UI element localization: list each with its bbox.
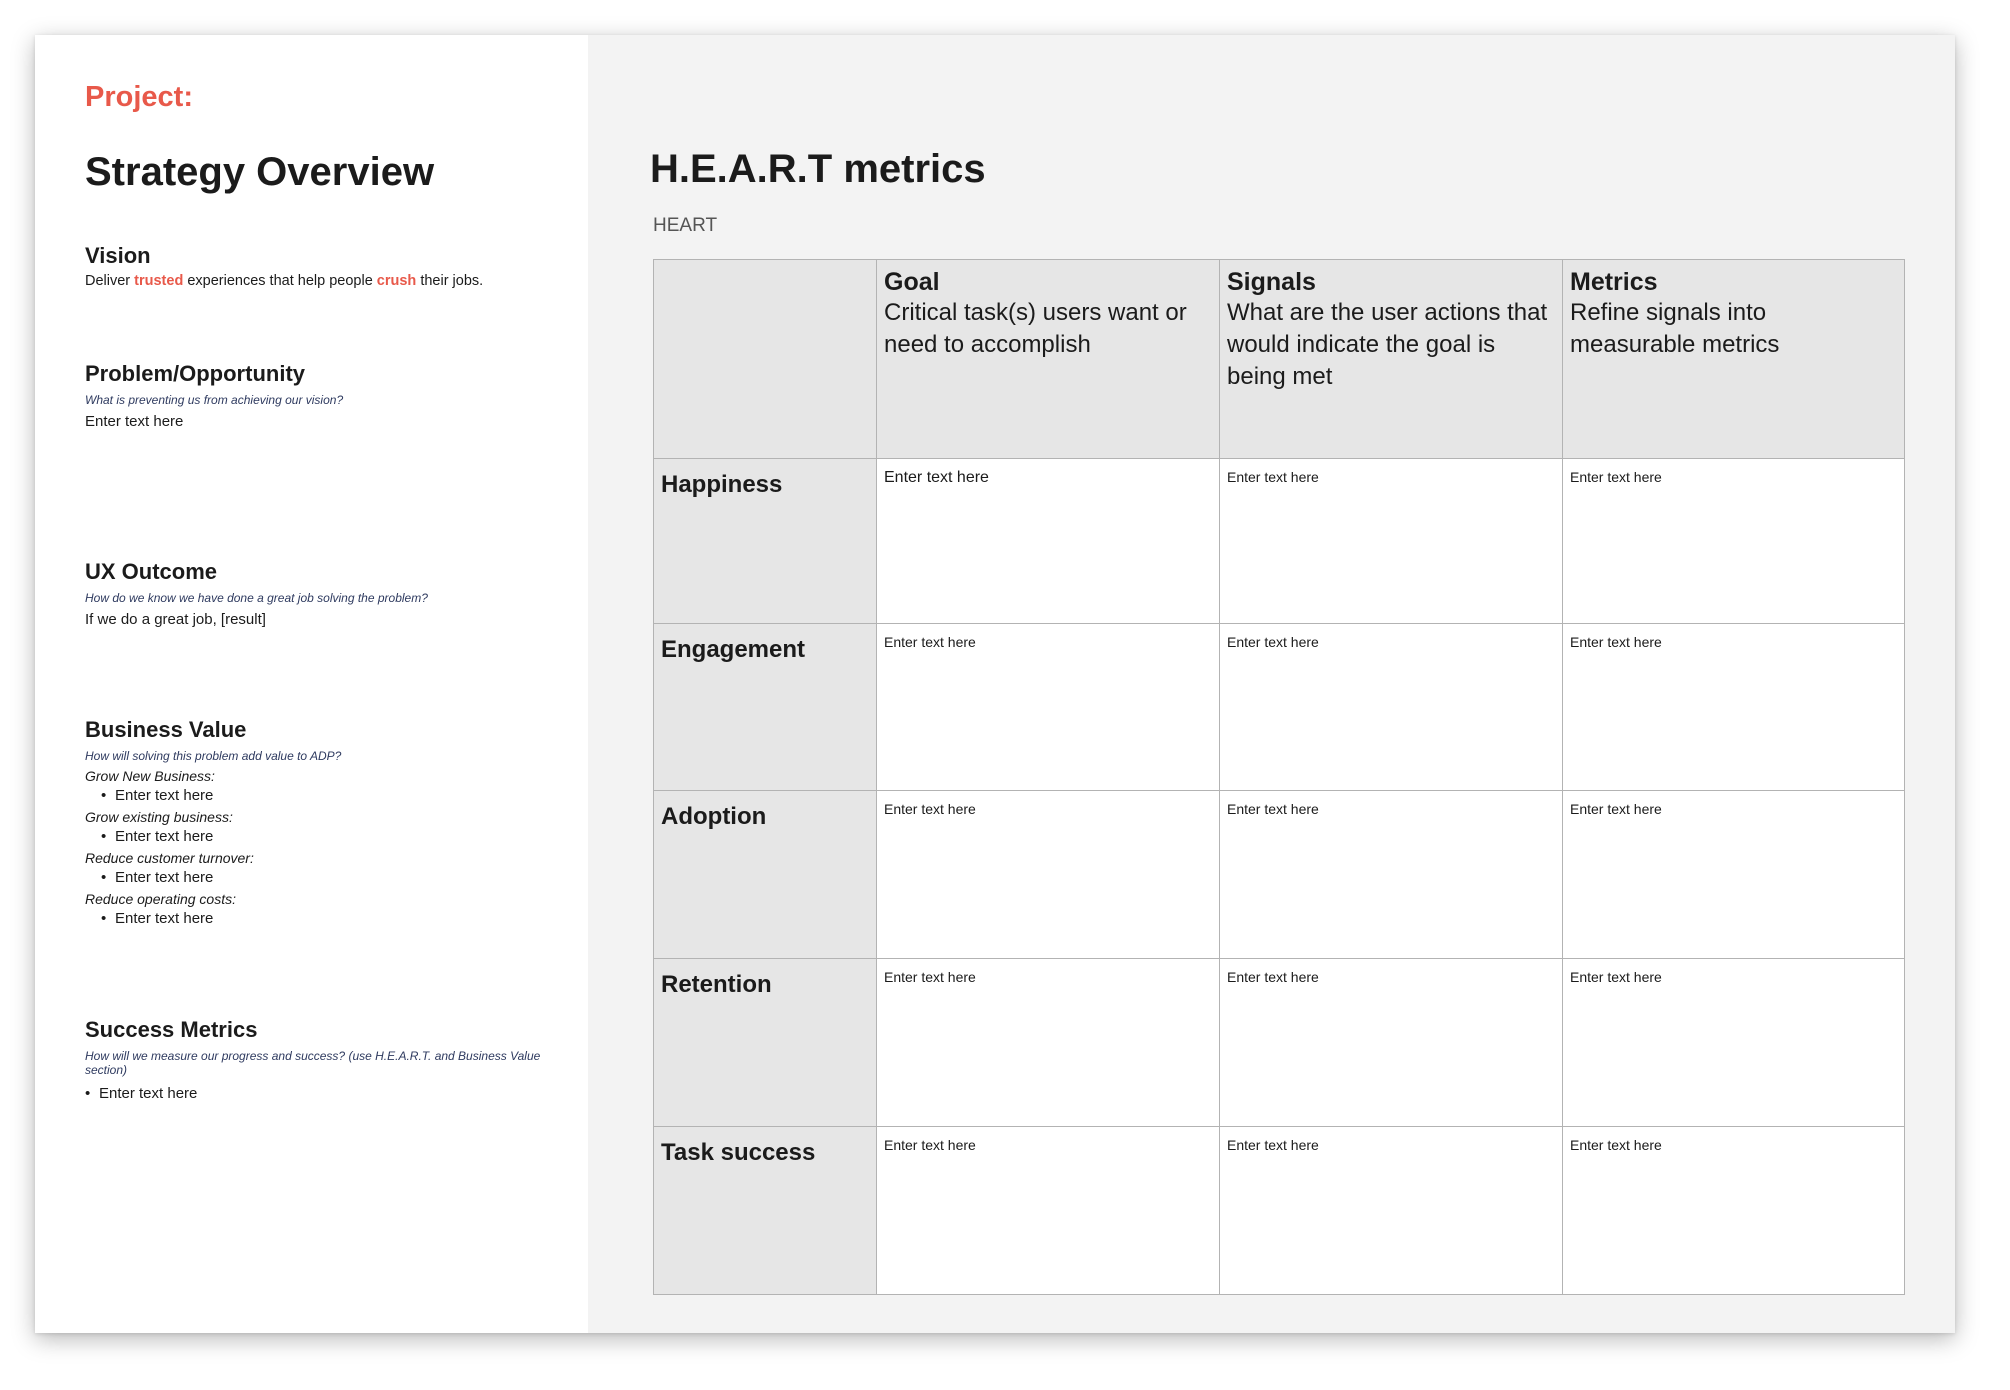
cell-task-success-goal[interactable]: Enter text here xyxy=(877,1127,1220,1295)
vision-section xyxy=(85,243,575,289)
row-header-happiness: Happiness xyxy=(654,459,877,624)
problem-section xyxy=(85,361,575,430)
bv-bullet-grow-existing[interactable]: • Enter text here xyxy=(101,828,214,845)
bv-label-reduce-costs: Reduce operating costs: xyxy=(85,891,236,907)
cell-adoption-signals[interactable]: Enter text here xyxy=(1220,791,1563,959)
column-header-goal: Goal Critical task(s) users want or need to accomplish xyxy=(877,260,1220,459)
ux-outcome-question: How do we know we have done a great job solving the problem? xyxy=(85,591,428,605)
heart-subtitle: HEART xyxy=(653,215,718,236)
bv-bullet-reduce-turnover[interactable]: • Enter text here xyxy=(101,869,214,886)
vision-text: Deliver trusted experiences that help people crush their jobs. xyxy=(85,273,484,289)
cell-happiness-signals[interactable]: Enter text here xyxy=(1220,459,1563,624)
ux-outcome-section xyxy=(85,559,575,628)
strategy-panel xyxy=(35,35,588,1333)
business-value-section xyxy=(85,717,575,927)
cell-engagement-metrics[interactable]: Enter text here xyxy=(1563,624,1905,791)
bv-label-grow-new: Grow New Business: xyxy=(85,768,215,784)
success-metrics-question: How will we measure our progress and success? (use H.E.A.R.T. and Business Value section) xyxy=(85,1049,541,1077)
table-row xyxy=(654,624,1905,791)
cell-engagement-goal[interactable]: Enter text here xyxy=(877,624,1220,791)
cell-retention-goal[interactable]: Enter text here xyxy=(877,959,1220,1127)
cell-task-success-metrics[interactable]: Enter text here xyxy=(1563,1127,1905,1295)
heart-title: H.E.A.R.T metrics xyxy=(650,147,986,191)
table-row xyxy=(654,1127,1905,1295)
business-value-question: How will solving this problem add value to ADP? xyxy=(85,749,342,763)
ux-outcome-input[interactable]: If we do a great job, [result] xyxy=(85,611,266,628)
ux-outcome-heading: UX Outcome xyxy=(85,559,218,584)
cell-adoption-metrics[interactable]: Enter text here xyxy=(1563,791,1905,959)
heart-table xyxy=(653,259,1905,1295)
row-header-engagement: Engagement xyxy=(654,624,877,791)
cell-adoption-goal[interactable]: Enter text here xyxy=(877,791,1220,959)
vision-heading: Vision xyxy=(85,243,151,268)
corner-cell xyxy=(654,260,877,459)
heart-header-row xyxy=(654,260,1905,459)
vision-accent-trusted: trusted xyxy=(134,273,184,289)
problem-input[interactable]: Enter text here xyxy=(85,413,184,430)
cell-retention-signals[interactable]: Enter text here xyxy=(1220,959,1563,1127)
vision-accent-crush: crush xyxy=(376,273,417,289)
row-header-adoption: Adoption xyxy=(654,791,877,959)
success-metrics-heading: Success Metrics xyxy=(85,1017,258,1042)
row-header-retention: Retention xyxy=(654,959,877,1127)
column-header-signals: Signals What are the user actions that would indicate the goal is being met xyxy=(1220,260,1563,459)
cell-happiness-goal[interactable]: Enter text here xyxy=(877,459,1220,624)
row-header-task-success: Task success xyxy=(654,1127,877,1295)
cell-task-success-signals[interactable]: Enter text here xyxy=(1220,1127,1563,1295)
bv-bullet-grow-new[interactable]: • Enter text here xyxy=(101,787,214,804)
project-label: Project: xyxy=(85,81,193,113)
table-row xyxy=(654,959,1905,1127)
page-title: Strategy Overview xyxy=(85,150,435,194)
table-row xyxy=(654,791,1905,959)
cell-engagement-signals[interactable]: Enter text here xyxy=(1220,624,1563,791)
success-metrics-bullet[interactable]: • Enter text here xyxy=(85,1085,198,1102)
problem-heading: Problem/Opportunity xyxy=(85,361,305,386)
cell-retention-metrics[interactable]: Enter text here xyxy=(1563,959,1905,1127)
problem-question: What is preventing us from achieving our vision? xyxy=(85,393,344,407)
heart-panel xyxy=(588,35,1955,1333)
success-metrics-section xyxy=(85,1017,575,1102)
bv-label-grow-existing: Grow existing business: xyxy=(85,809,233,825)
business-value-heading: Business Value xyxy=(85,717,247,742)
bv-label-reduce-turnover: Reduce customer turnover: xyxy=(85,850,254,866)
table-row xyxy=(654,459,1905,624)
bv-bullet-reduce-costs[interactable]: • Enter text here xyxy=(101,910,214,927)
column-header-metrics: Metrics Refine signals into measurable metrics xyxy=(1563,260,1905,459)
cell-happiness-metrics[interactable]: Enter text here xyxy=(1563,459,1905,624)
document-sheet xyxy=(35,35,1955,1333)
